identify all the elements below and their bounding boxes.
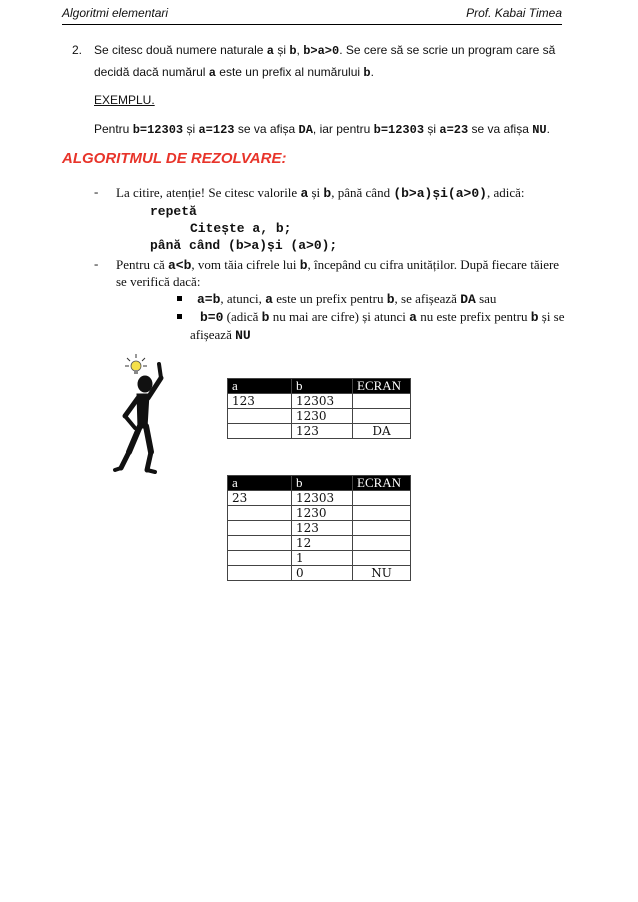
step-text: , adică: [486,185,525,200]
cell-a [228,536,292,551]
cell-b: 1 [292,551,353,566]
var-b: b [386,292,395,307]
step2-text-cont: se verifică dacă: [116,274,201,289]
step-text: La citire, atenție! Se citesc valorile [116,185,301,200]
cell-ecran [353,409,411,424]
var-a: a [208,66,216,80]
table-row [228,506,411,521]
table-row [228,551,411,566]
sub-bullet-2 [200,308,565,326]
step2-text [116,256,559,274]
column-header-ecran: ECRAN [353,379,411,394]
square-bullet [177,296,182,301]
header-title: Algoritmi elementari [62,6,169,20]
example-value: a=23 [439,123,469,137]
cell-ecran [353,506,411,521]
cell-ecran [353,551,411,566]
code-repeat: repetă [150,204,197,219]
column-header-ecran: ECRAN [353,476,411,491]
header-rule [62,24,562,25]
thinking-figure-icon [107,348,175,478]
cell-ecran [353,521,411,536]
square-bullet [177,314,182,319]
dash-bullet: - [94,184,99,199]
stick-figure-body [115,364,161,472]
example-heading: EXEMPLU. [94,93,155,107]
cell-b: 1230 [292,506,353,521]
step-text: sau [475,291,497,306]
var-b: b [323,186,332,201]
cell-b: 0 [292,566,353,581]
problem-text: și [273,43,290,57]
condition-code: b>a>0 [303,44,340,58]
cell-a [228,551,292,566]
var-a: a [409,310,417,325]
step-text: și se [538,309,565,324]
condition-code: b=0 [200,310,224,325]
step-text: , începând cu cifra unităților. După fiecare tăiere [307,257,560,272]
column-header-b: b [292,476,353,491]
table-row [228,409,411,424]
sub-bullet-1 [197,290,496,308]
cell-ecran [353,491,411,506]
page-header [62,2,562,24]
example-value: b=12303 [373,123,425,137]
cell-b: 1230 [292,409,353,424]
example-text [94,122,550,137]
var-b: b [299,258,308,273]
cell-a [228,424,292,439]
result-da: DA [460,292,476,307]
example-value: b=12303 [132,123,184,137]
var-a: a [266,44,274,58]
problem-statement [72,40,564,84]
example-text-part: și [183,122,199,136]
step-text: , vom tăia cifrele lui [191,257,300,272]
example-result: NU [532,123,547,137]
example-text-part: Pentru [94,122,133,136]
table-header-row [228,476,411,491]
header-author: Prof. Kabai Timea [466,6,562,20]
cell-ecran: NU [353,566,411,581]
step-text: afișează [190,327,236,342]
step-text: , atunci, [220,291,266,306]
cell-a [228,506,292,521]
code-read: Citește a, b; [190,221,292,236]
var-a: a [265,292,273,307]
cell-ecran: DA [353,424,411,439]
var-b: b [363,66,371,80]
problem-text: Se citesc două numere naturale [94,43,267,57]
column-header-a: a [228,379,292,394]
light-bulb-icon [125,354,147,374]
result-nu: NU [235,328,251,343]
condition-code: (b>a)și(a>0) [393,186,487,201]
cell-b: 12 [292,536,353,551]
cell-ecran [353,536,411,551]
condition-code: a<b [167,258,192,273]
var-a: a [300,186,309,201]
example-text-part: se va afișa [234,122,299,136]
column-header-a: a [228,476,292,491]
column-header-b: b [292,379,353,394]
cell-b: 123 [292,521,353,536]
step-text: nu mai are cifre) și atunci [269,309,410,324]
problem-text: . [370,65,374,79]
cell-b: 12303 [292,394,353,409]
var-b: b [530,310,539,325]
table-row [228,394,411,409]
section-title: ALGORITMUL DE REZOLVARE: [62,150,287,167]
step-text: (adică [223,309,262,324]
example-text-part: , iar pentru [312,122,374,136]
table-row [228,536,411,551]
example-text-part: . [546,122,550,136]
problem-text: . Se cere să se scrie un program care să decidă dacă numărul [94,43,556,79]
example-value: a=123 [198,123,235,137]
table-row [228,424,411,439]
step-text: Pentru că [116,257,168,272]
cell-b: 12303 [292,491,353,506]
var-b: b [289,44,297,58]
cell-a [228,566,292,581]
step-text: este un prefix pentru [272,291,387,306]
step-text: și [308,185,324,200]
example-text-part: se va afișa [468,122,533,136]
trace-table-2 [227,475,411,581]
sub-bullet-2-cont [190,326,251,344]
table-row [228,491,411,506]
table-row [228,566,411,581]
dash-bullet: - [94,256,99,271]
condition-code: a=b [197,292,221,307]
step-text: nu este prefix pentru [416,309,531,324]
example-text-part: și [424,122,440,136]
step1-text [116,184,525,202]
step-text: , până când [331,185,394,200]
problem-text: este un prefix al numărului [215,65,364,79]
cell-a: 123 [228,394,292,409]
cell-ecran [353,394,411,409]
problem-number: 2. [72,43,83,57]
step-text: , se afișează [394,291,461,306]
trace-table-1 [227,378,411,439]
table-header-row [228,379,411,394]
example-result: DA [298,123,313,137]
cell-a [228,521,292,536]
cell-a: 23 [228,491,292,506]
code-until: până când (b>a)și (a>0); [150,238,338,253]
var-b: b [261,310,270,325]
problem-text: , [296,43,304,57]
cell-b: 123 [292,424,353,439]
table-row [228,521,411,536]
cell-a [228,409,292,424]
